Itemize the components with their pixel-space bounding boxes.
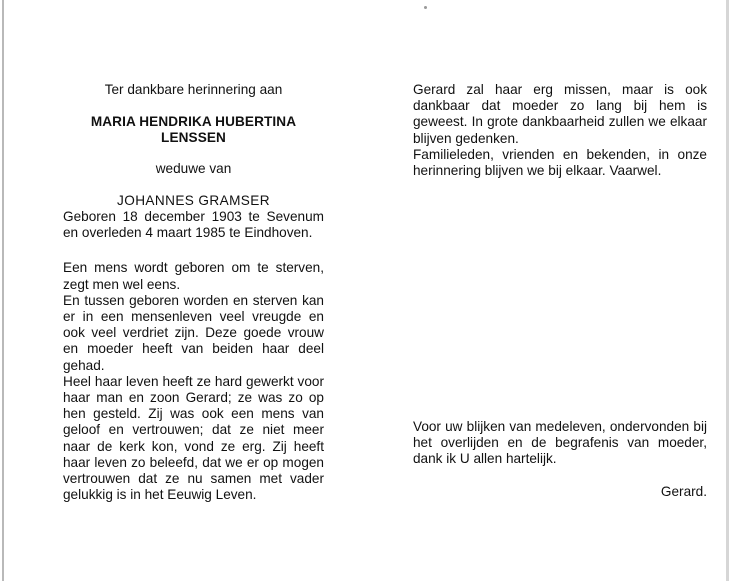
deceased-name-line-1: MARIA HENDRIKA HUBERTINA [90, 114, 297, 130]
card-left-edge [2, 0, 4, 581]
widow-of-label: weduwe van [155, 160, 232, 176]
paragraph: Heel haar leven heeft ze hard gewerkt voor haar man en zoon Gerard; ze was zo op hen gesteld. Zij was ook een mens van geloof en vertrouwen; dat ze niet meer naar de kerk kon, vond ze erg. Zij heeft haar leven zo beleefd, dat we er op mogen vertrouwen dat ze nu samen met vader gelukkig is in het Eeuwig Leven. [63, 373, 324, 503]
speck [424, 6, 427, 9]
left-column [63, 82, 324, 503]
paragraph: Gerard zal haar erg missen, maar is ook dankbaar dat moeder zo lang bij hem is geweest. In grote dankbaarheid zullen we elkaar blijven gedenken. [413, 82, 707, 146]
signature: Gerard. [660, 484, 707, 499]
card-right-edge [726, 0, 729, 581]
birth-death-text: Geboren 18 december 1903 te Sevenum en overleden 4 maart 1985 te Eindhoven. [63, 209, 324, 241]
husband-name: JOHANNES GRAMSER [117, 192, 270, 208]
thanks-text: Voor uw blijken van medeleven, ondervonden bij het overlijden en de begrafenis van moeder, dank ik U allen hartelijk. [413, 419, 707, 467]
paragraph: Een mens wordt geboren om te sterven, zegt men wel eens. [63, 260, 324, 292]
paragraph: Familieleden, vrienden en bekenden, in onze herinnering blijven we bij elkaar. Vaarwel. [413, 146, 707, 179]
deceased-name [63, 114, 324, 146]
reflection-text [63, 260, 324, 503]
paragraph: En tussen geboren worden en sterven kan er in een mensenleven veel vreugde en ook veel verdriet zijn. Deze goede vrouw en moeder heeft van beiden haar deel gehad. [63, 292, 324, 373]
right-column [413, 82, 707, 179]
deceased-name-line-2: LENSSEN [161, 130, 226, 146]
intro-text: Ter dankbare herinnering aan [104, 82, 283, 97]
